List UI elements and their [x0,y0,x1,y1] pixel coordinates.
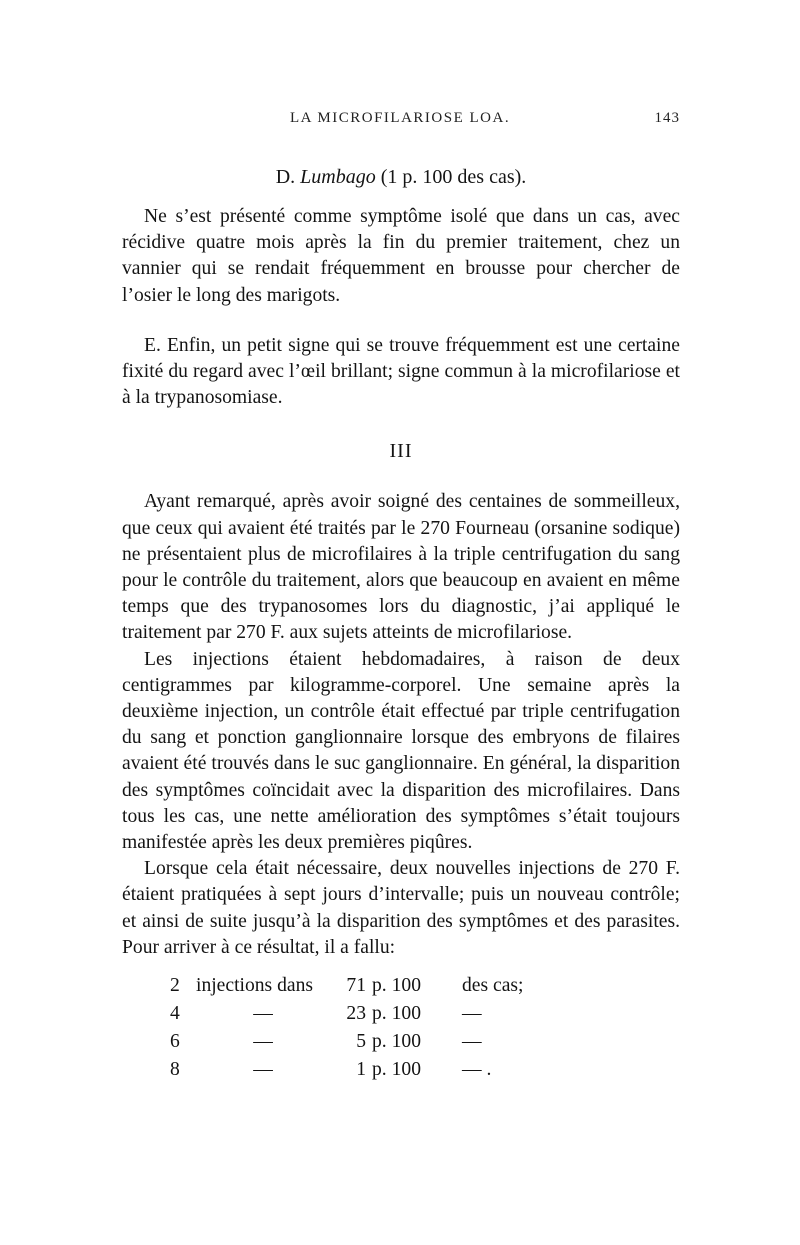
injection-label: — [253,1003,273,1025]
section-title: Lumbago [300,166,376,188]
results-row [170,1031,680,1059]
injection-label: — [253,1059,273,1081]
results-tail: — . [462,1059,492,1081]
paragraph-injections: Les injections étaient hebdomadaires, à raison de deux centigrammes par kilogramme-corporel. Une semaine après la deuxième injection, un contrôle était effectué par triple centrifugation du sang et ponction ganglionnaire lorsque des embryons de filaires avaient été trouvés dans le suc ganglionnaire. En général, la disparition des symptômes coïncidait avec la disparition des microfilaires. Dans tous les cas, une nette amélioration des symptômes s’était toujours manifestée après les deux premières piqûres. [122,648,680,854]
results-row [170,1059,680,1087]
injection-label: injections dans [196,975,313,997]
section-note: (1 p. 100 des cas). [375,166,527,188]
injection-count: 4 [170,1003,180,1025]
paragraph-traitement-270: Ayant remarqué, après avoir soigné des centaines de sommeilleux, que ceux qui avaient été traités par le 270 Fourneau (orsanine sodique) ne présentaient plus de microfilaires à la triple centrifugation du sang pour le contrôle du traitement, alors que beaucoup en avaient en même temps que des trypanosomes lors du diagnostic, j’ai appliqué le traitement par 270 F. aux sujets atteints de microfilariose. [122,491,680,644]
running-title: LA MICROFILARIOSE LOA. [290,110,511,126]
section-letter: D. [275,166,301,188]
injection-label: — [253,1031,273,1053]
book-page [122,110,680,1087]
page-number: 143 [654,110,680,126]
percentage-unit: p. 100 [372,1031,421,1053]
results-row [170,975,680,1003]
paragraph-fixite-regard: E. Enfin, un petit signe qui se trouve fréquemment est une certaine fixité du regard avec l’œil brillant; signe commun à la microfilariose et à la trypanosomiase. [122,334,680,409]
paragraph-lumbago: Ne s’est présenté comme symptôme isolé que dans un cas, avec récidive quatre mois après la fin du premier traitement, chez un vannier qui se rendait fréquemment en brousse pour chercher de l’osier le long des marigots. [122,206,680,306]
percentage-value: 5 [356,1031,366,1053]
running-head [122,110,680,136]
injection-results-list [170,975,680,1087]
results-tail: — [462,1003,482,1025]
section-heading-lumbago [122,164,680,190]
section-heading-iii: III [389,440,413,463]
injection-count: 2 [170,975,180,997]
results-tail: des cas; [462,975,524,997]
results-row [170,1003,680,1031]
percentage-value: 1 [356,1059,366,1081]
results-tail: — [462,1031,482,1053]
percentage-value: 71 [346,975,366,997]
percentage-unit: p. 100 [372,1003,421,1025]
percentage-unit: p. 100 [372,1059,421,1081]
percentage-value: 23 [346,1003,366,1025]
injection-count: 8 [170,1059,180,1081]
percentage-unit: p. 100 [372,975,421,997]
injection-count: 6 [170,1031,180,1053]
paragraph-controle: Lorsque cela était nécessaire, deux nouvelles injections de 270 F. étaient pratiquées à sept jours d’intervalle; puis un nouveau contrôle; et ainsi de suite jusqu’à la disparition des symptômes et des parasites. Pour arriver à ce résultat, il a fallu: [122,858,680,958]
